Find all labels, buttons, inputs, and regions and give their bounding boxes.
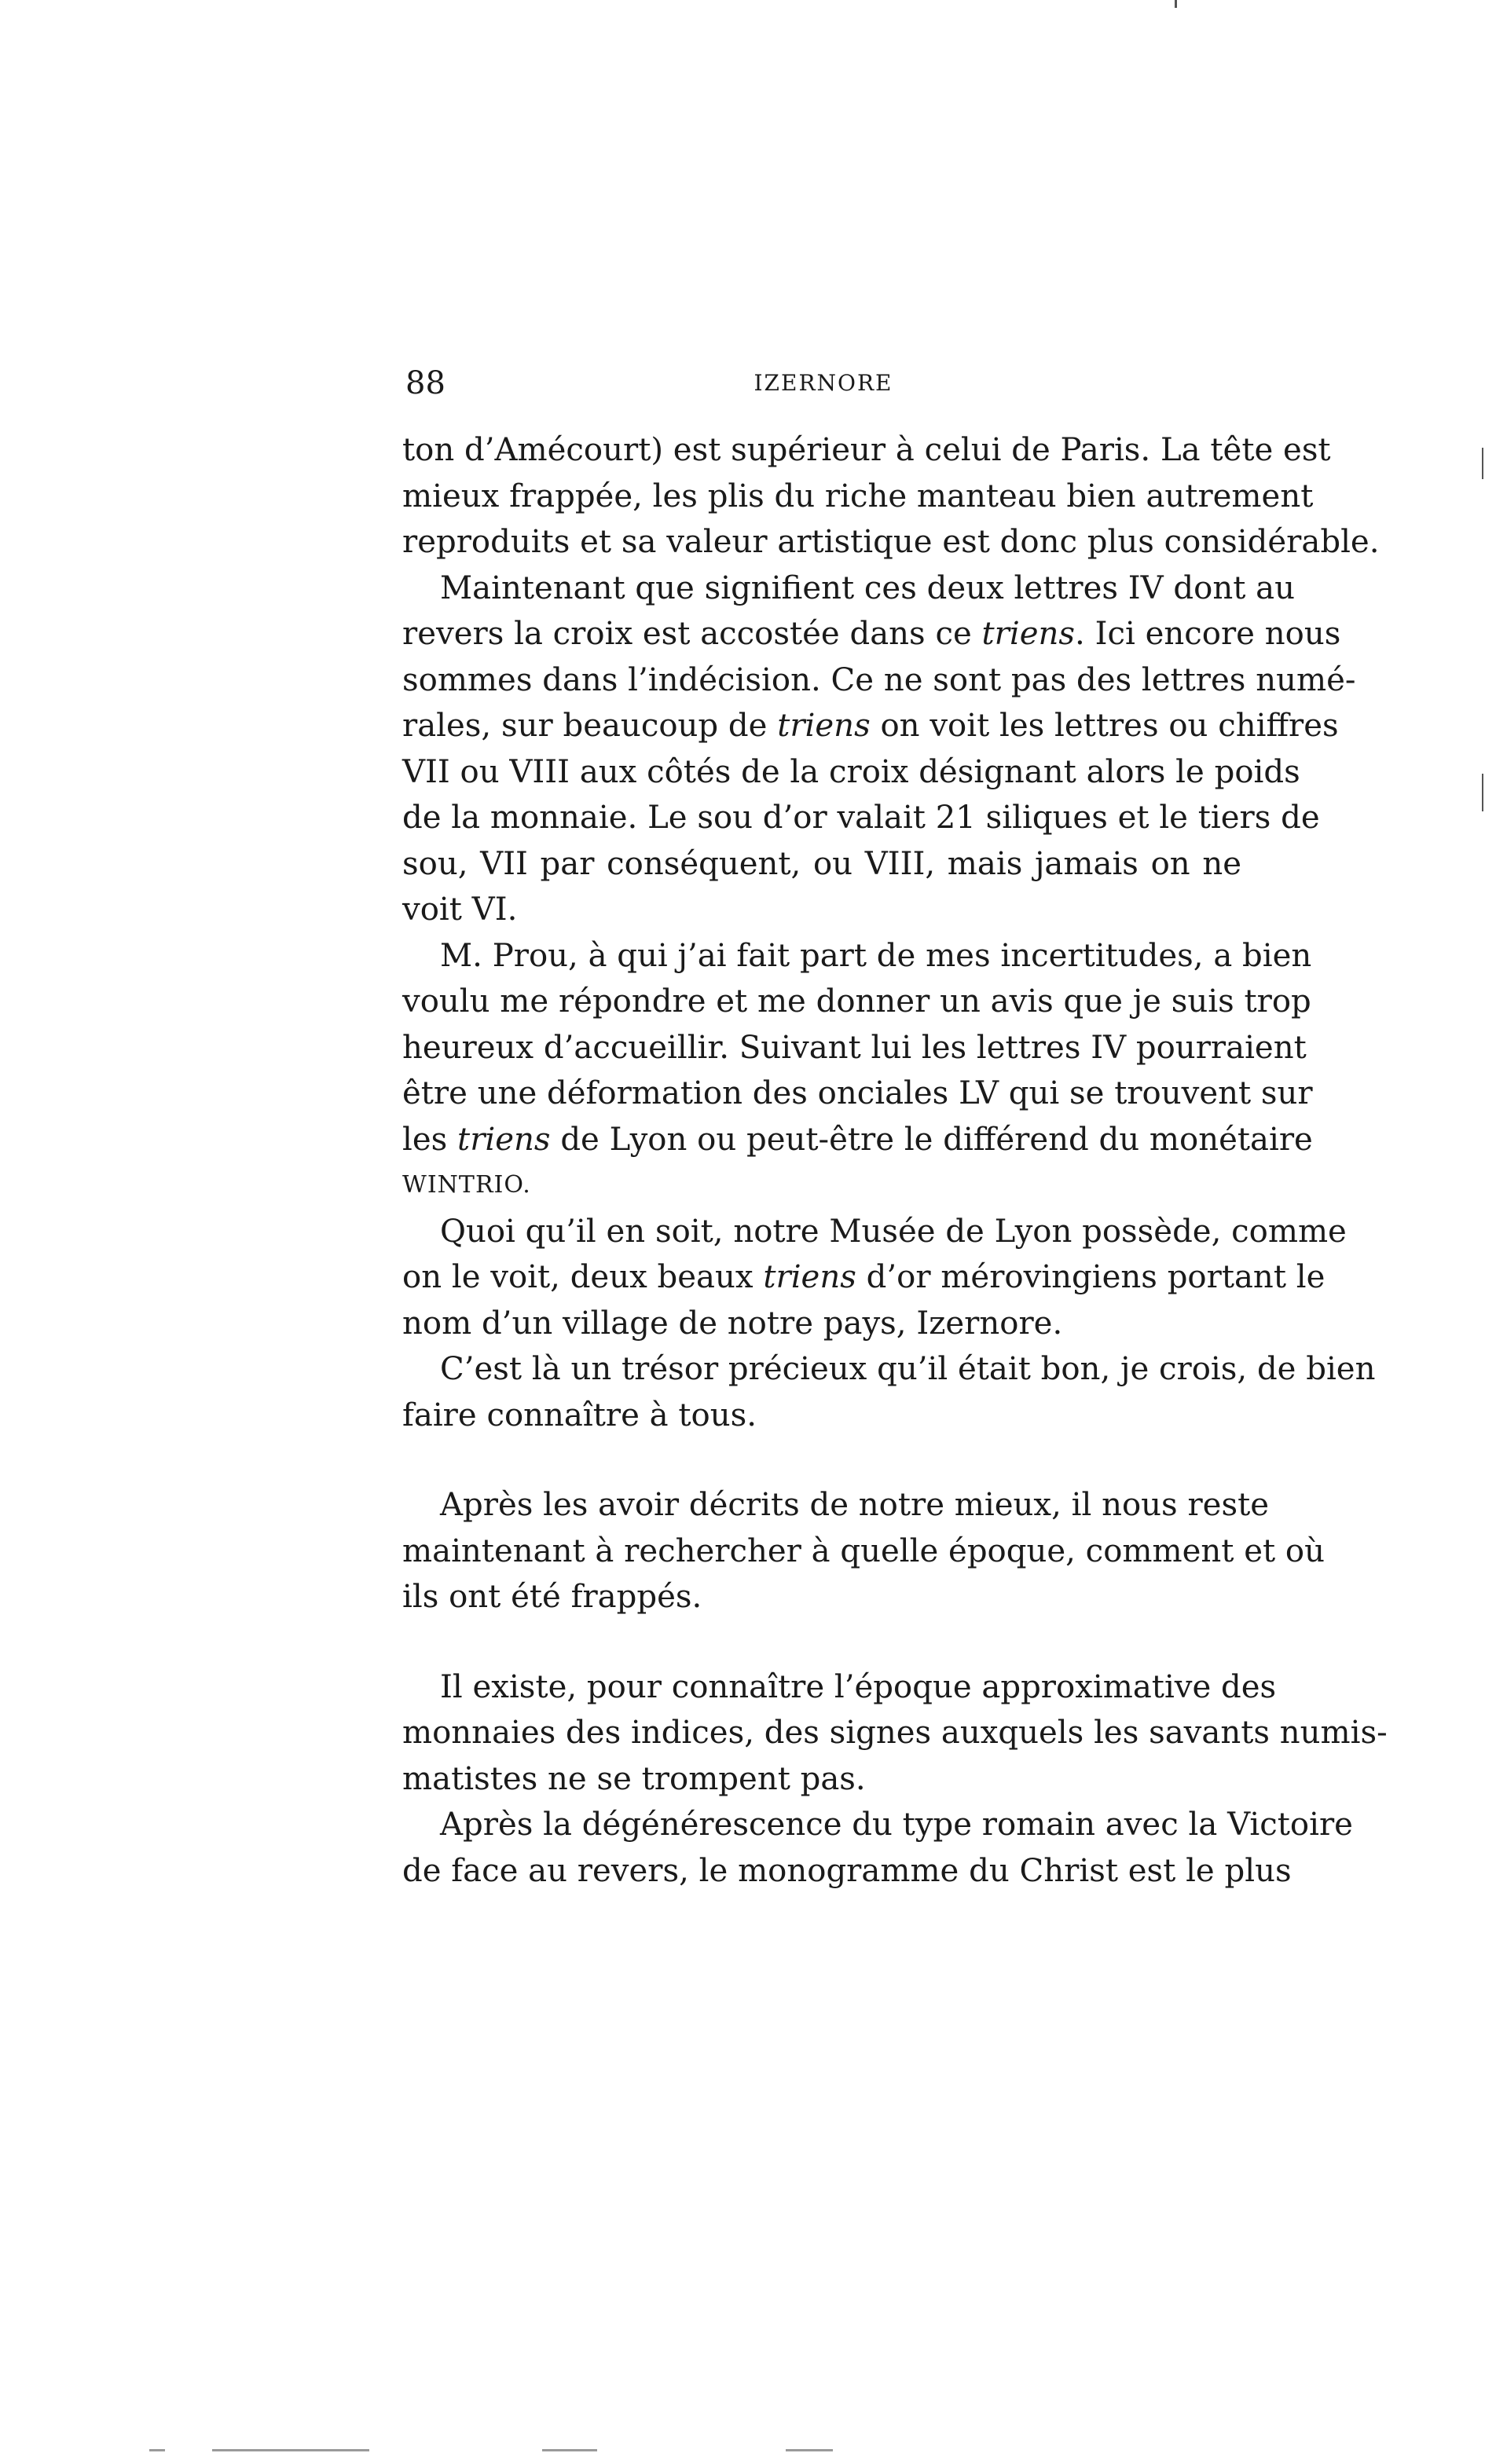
text-line: [402, 703, 1339, 749]
italic-term: triens: [763, 1259, 856, 1295]
text-line: ils ont été frappés.: [402, 1579, 702, 1615]
page-number: 88: [405, 365, 446, 401]
text-line: [402, 1117, 1313, 1163]
scan-mark: [212, 2449, 369, 2451]
text-line: Après les avoir décrits de notre mieux, il nous reste: [440, 1487, 1270, 1523]
text-line: Il existe, pour connaître l’époque approximative des: [440, 1668, 1277, 1705]
scan-mark: [149, 2449, 165, 2451]
text-line: Quoi qu’il en soit, notre Musée de Lyon possède, comme: [440, 1213, 1347, 1250]
section-gap: [402, 1620, 1241, 1664]
text-line: maintenant à rechercher à quelle époque, comment et où: [402, 1532, 1325, 1569]
scan-edge-mark: [1482, 448, 1483, 479]
text-line: mieux frappée, les plis du riche manteau bien autrement: [402, 478, 1314, 514]
text-line: M. Prou, à qui j’ai fait part de mes incertitudes, a bien: [440, 937, 1312, 974]
text-line: nom d’un village de notre pays, Izernore.: [402, 1305, 1063, 1342]
text-run: rales, sur beaucoup de: [402, 708, 778, 744]
italic-term: triens: [981, 616, 1076, 652]
text-line: sommes dans l’indécision. Ce ne sont pas des lettres numé-: [402, 661, 1356, 698]
text-line: de face au revers, le monogramme du Christ est le plus: [402, 1852, 1292, 1889]
text-run: d’or mérovingiens portant le: [856, 1259, 1326, 1295]
text-run: on voit les lettres ou chiffres: [870, 708, 1339, 744]
text-line: ton d’Amécourt) est supérieur à celui de Paris. La tête est: [402, 432, 1331, 468]
paragraph-3: [402, 933, 1313, 1209]
text-line: reproduits et sa valeur artistique est donc plus considérable.: [402, 524, 1380, 560]
text-line: voit VI.: [402, 892, 518, 928]
text-line: WINTRIO.: [402, 1171, 531, 1199]
text-line: sou, VII par conséquent, ou VIII, mais jamais on ne: [402, 845, 1241, 882]
text-line: faire connaître à tous.: [402, 1397, 757, 1433]
text-line: Maintenant que signifient ces deux lettres IV dont au: [440, 569, 1296, 606]
text-run: on le voit, deux beaux: [402, 1259, 764, 1295]
paragraph-5: [402, 1346, 1376, 1438]
paragraph-6: [402, 1482, 1325, 1620]
italic-term: triens: [457, 1121, 551, 1158]
text-line: heureux d’accueillir. Suivant lui les lettres IV pourraient: [402, 1029, 1307, 1066]
page-header: [405, 360, 1241, 407]
running-title: IZERNORE: [754, 370, 893, 396]
text-line: [402, 611, 1341, 657]
italic-term: triens: [777, 708, 871, 744]
paragraph-1: [402, 427, 1380, 566]
text-line: Après la dégénérescence du type romain avec la Victoire: [440, 1807, 1353, 1843]
text-line: [402, 1254, 1326, 1301]
text-run: de Lyon ou peut-être le différend du monétaire: [550, 1121, 1313, 1158]
paragraph-7: [402, 1664, 1388, 1803]
text-run: les: [402, 1121, 458, 1158]
section-gap: [402, 1438, 1241, 1482]
text-line: VII ou VIII aux côtés de la croix désignant alors le poids: [402, 753, 1300, 790]
text-run: . Ici encore nous: [1075, 616, 1341, 652]
text-line: monnaies des indices, des signes auxquels les savants numis-: [402, 1715, 1388, 1751]
paragraph-2: [402, 566, 1356, 933]
body-text: [402, 427, 1388, 1894]
text-run: revers la croix est accostée dans ce: [402, 616, 982, 652]
scan-mark: [542, 2449, 597, 2451]
paragraph-8: [402, 1802, 1353, 1894]
text-line: de la monnaie. Le sou d’or valait 21 siliques et le tiers de: [402, 800, 1320, 836]
text-line: être une déformation des onciales LV qui se trouvent sur: [402, 1075, 1313, 1111]
scan-mark: [786, 2449, 833, 2451]
paragraph-4: [402, 1209, 1347, 1347]
text-line: matistes ne se trompent pas.: [402, 1760, 866, 1797]
scan-bottom-marks: [94, 2449, 1430, 2452]
scan-edge-mark: [1175, 0, 1177, 8]
scan-edge-mark: [1482, 774, 1483, 811]
text-line: voulu me répondre et me donner un avis que je suis trop: [402, 983, 1311, 1020]
text-line: C’est là un trésor précieux qu’il était bon, je crois, de bien: [440, 1351, 1376, 1387]
